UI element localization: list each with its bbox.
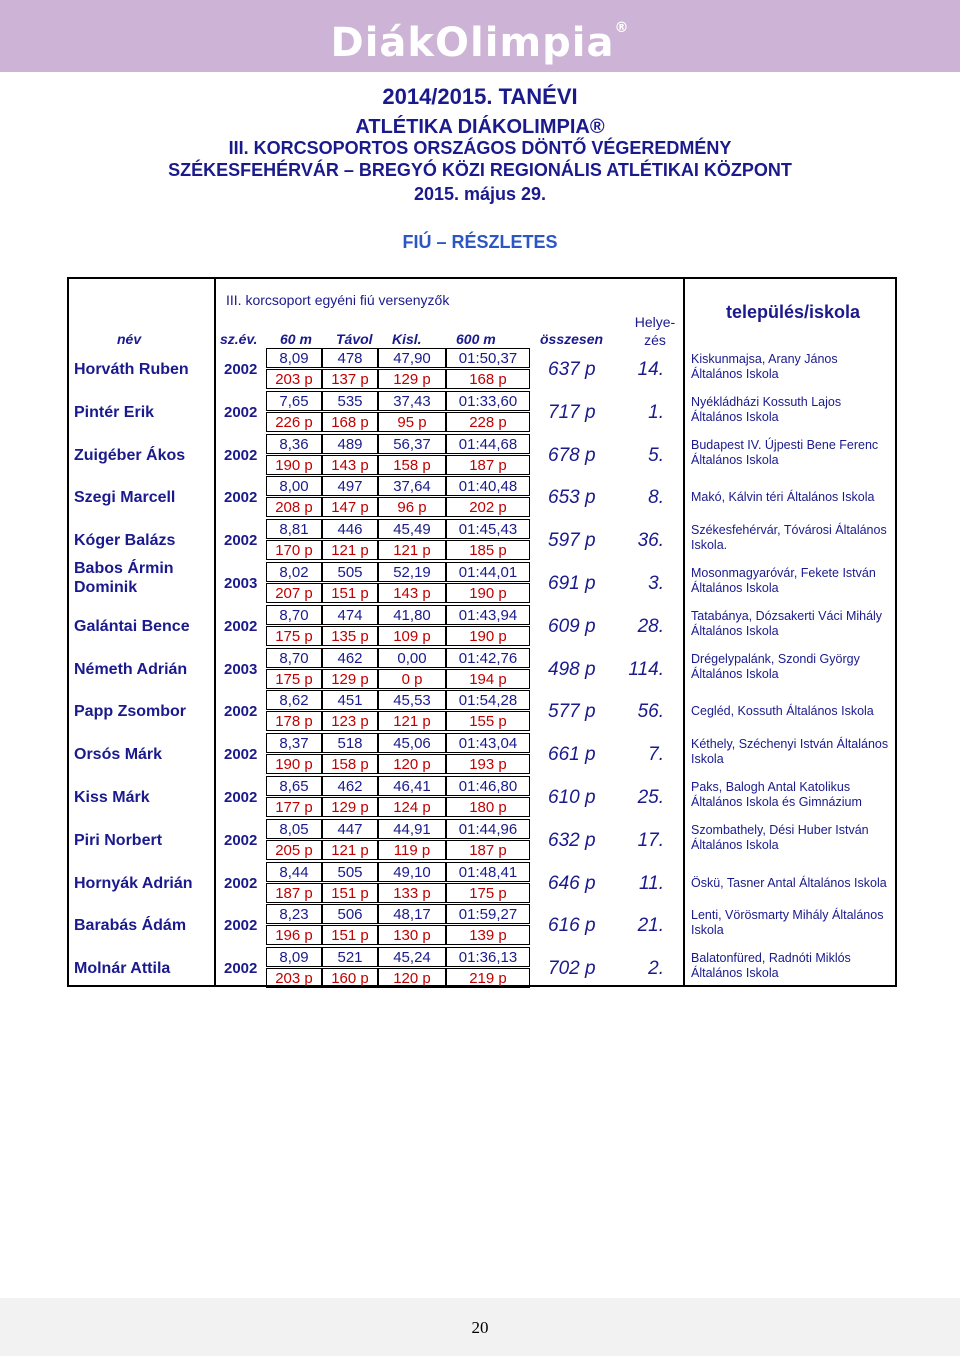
athlete-name: Pintér Erik — [74, 403, 155, 421]
result-cell: 41,80 — [378, 605, 446, 625]
athlete-name: Kiss Márk — [74, 789, 150, 806]
result-cell: 52,19 — [378, 562, 446, 582]
placement: 56. — [637, 701, 664, 723]
result-cell: 462 — [322, 776, 378, 796]
athlete-name: Babos Ármin Dominik — [74, 560, 174, 596]
table-row — [0, 435, 960, 478]
points-cell: 121 p — [378, 540, 446, 560]
col-header-kisl: Kisl. — [392, 331, 422, 347]
col-header-place: Helye- zés — [634, 314, 676, 348]
placement: 8. — [648, 487, 664, 509]
points-cell: 190 p — [446, 626, 530, 646]
result-cell: 37,64 — [378, 476, 446, 496]
result-cell: 01:48,41 — [446, 862, 530, 882]
birth-year: 2002 — [224, 874, 258, 892]
table-row — [0, 649, 960, 692]
total-points: 702 p — [548, 958, 596, 980]
total-points: 597 p — [548, 530, 596, 552]
points-cell: 203 p — [266, 369, 322, 389]
school-name: Székesfehérvár, Tóvárosi Általános Iskola. — [691, 523, 887, 553]
result-cell: 01:42,76 — [446, 648, 530, 668]
result-cell: 01:33,60 — [446, 391, 530, 411]
points-cell: 178 p — [266, 711, 322, 731]
athlete-name: Galántai Bence — [74, 617, 190, 635]
result-cell: 446 — [322, 519, 378, 539]
points-cell: 158 p — [378, 455, 446, 475]
table-row — [0, 606, 960, 649]
points-cell: 151 p — [322, 583, 378, 603]
total-points: 616 p — [548, 915, 596, 937]
points-cell: 135 p — [322, 626, 378, 646]
points-cell: 137 p — [322, 369, 378, 389]
placement: 5. — [648, 444, 664, 466]
points-cell: 228 p — [446, 412, 530, 432]
school-name: Szombathely, Dési Huber István Általános Iskola — [691, 822, 869, 852]
school-name: Cegléd, Kossuth Általános Iskola — [691, 704, 874, 719]
athlete-name: Molnár Attila — [74, 960, 171, 978]
result-cell: 01:54,28 — [446, 690, 530, 710]
athlete-name: Németh Adrián — [74, 660, 188, 678]
result-cell: 506 — [322, 904, 378, 924]
points-cell: 190 p — [266, 754, 322, 774]
school-name: Kéthely, Széchenyi István Általános Iskola — [691, 737, 889, 767]
school-name: Makó, Kálvin téri Általános Iskola — [691, 490, 875, 505]
result-cell: 56,37 — [378, 434, 446, 454]
points-cell: 121 p — [378, 711, 446, 731]
points-cell: 175 p — [446, 883, 530, 903]
school-name: Lenti, Vörösmarty Mihály Általános Iskola — [691, 908, 884, 938]
title-event: ATLÉTIKA DIÁKOLIMPIA® — [355, 116, 605, 138]
points-cell: 0 p — [378, 669, 446, 689]
birth-year: 2002 — [224, 361, 258, 378]
result-cell: 535 — [322, 391, 378, 411]
result-cell: 44,91 — [378, 819, 446, 839]
table-row — [0, 691, 960, 734]
result-cell: 47,90 — [378, 348, 446, 368]
points-cell: 96 p — [378, 497, 446, 517]
points-cell: 196 p — [266, 925, 322, 945]
result-cell: 8,36 — [266, 434, 322, 454]
athlete-name: Piri Norbert — [74, 831, 163, 849]
total-points: 653 p — [548, 487, 596, 509]
result-cell: 489 — [322, 434, 378, 454]
points-cell: 190 p — [266, 455, 322, 475]
col-header-total: összesen — [540, 331, 604, 347]
result-cell: 37,43 — [378, 391, 446, 411]
result-cell: 8,70 — [266, 648, 322, 668]
birth-year: 2003 — [224, 575, 258, 592]
points-cell: 193 p — [446, 754, 530, 774]
total-points: 609 p — [548, 615, 596, 637]
birth-year: 2002 — [224, 489, 258, 507]
points-cell: 129 p — [378, 369, 446, 389]
table-row — [0, 520, 960, 563]
total-points: 577 p — [548, 701, 596, 723]
result-cell: 01:50,37 — [446, 348, 530, 368]
total-points: 637 p — [548, 359, 596, 380]
placement: 3. — [648, 573, 664, 594]
result-cell: 505 — [322, 562, 378, 582]
total-points: 610 p — [548, 787, 596, 808]
table-row — [0, 905, 960, 948]
placement: 21. — [637, 915, 664, 937]
table-subtitle: III. korcsoport egyéni fiú versenyzők — [226, 292, 450, 308]
result-cell: 8,37 — [266, 733, 322, 753]
placement: 1. — [648, 401, 664, 423]
result-cell: 0,00 — [378, 648, 446, 668]
points-cell: 143 p — [378, 583, 446, 603]
school-name: Budapest IV. Újpesti Bene Ferenc Általános Iskola — [691, 437, 879, 467]
points-cell: 160 p — [322, 968, 378, 988]
result-cell: 8,65 — [266, 776, 322, 796]
points-cell: 120 p — [378, 754, 446, 774]
placement: 25. — [637, 787, 664, 808]
table-row — [0, 777, 960, 820]
school-name: Tatabánya, Dózsakerti Váci Mihály Általános Iskola — [691, 608, 883, 638]
points-cell: 202 p — [446, 497, 530, 517]
table-row — [0, 477, 960, 520]
athlete-name: Szegi Marcell — [74, 489, 176, 507]
result-cell: 8,44 — [266, 862, 322, 882]
col-header-tavol: Távol — [336, 331, 373, 347]
diakolimpia-logo: DiákOlimpia® — [330, 20, 630, 66]
points-cell: 226 p — [266, 412, 322, 432]
points-cell: 109 p — [378, 626, 446, 646]
result-cell: 447 — [322, 819, 378, 839]
table-row — [0, 560, 960, 606]
result-cell: 01:43,94 — [446, 605, 530, 625]
result-cell: 49,10 — [378, 862, 446, 882]
points-cell: 168 p — [446, 369, 530, 389]
birth-year: 2002 — [224, 960, 258, 978]
points-cell: 203 p — [266, 968, 322, 988]
result-cell: 01:36,13 — [446, 947, 530, 967]
athlete-name: Kóger Balázs — [74, 532, 176, 550]
result-cell: 8,09 — [266, 947, 322, 967]
athlete-name: Horváth Ruben — [74, 361, 189, 378]
points-cell: 180 p — [446, 797, 530, 817]
birth-year: 2002 — [224, 532, 258, 550]
result-cell: 518 — [322, 733, 378, 753]
result-cell: 01:44,01 — [446, 562, 530, 582]
table-row — [0, 948, 960, 991]
points-cell: 133 p — [378, 883, 446, 903]
col-header-name: név — [117, 331, 142, 347]
result-cell: 8,81 — [266, 519, 322, 539]
table-row — [0, 820, 960, 863]
school-name: Kiskunmajsa, Arany János Általános Iskola — [691, 352, 838, 381]
result-cell: 45,53 — [378, 690, 446, 710]
title-date: 2015. május 29. — [413, 184, 547, 204]
birth-year: 2002 — [224, 703, 258, 721]
points-cell: 158 p — [322, 754, 378, 774]
points-cell: 120 p — [378, 968, 446, 988]
placement: 2. — [648, 958, 664, 980]
result-cell: 45,24 — [378, 947, 446, 967]
total-points: 661 p — [548, 744, 596, 766]
points-cell: 187 p — [266, 883, 322, 903]
points-cell: 175 p — [266, 669, 322, 689]
placement: 114. — [628, 658, 664, 680]
table-row — [0, 392, 960, 435]
table-row — [0, 863, 960, 906]
athlete-name: Papp Zsombor — [74, 703, 187, 721]
result-cell: 474 — [322, 605, 378, 625]
result-cell: 451 — [322, 690, 378, 710]
result-cell: 8,70 — [266, 605, 322, 625]
title-venue: SZÉKESFEHÉRVÁR – BREGYÓ KÖZI REGIONÁLIS ATLÉTIKAI KÖZPONT — [168, 160, 792, 180]
col-header-600m: 600 m — [456, 331, 496, 347]
placement: 36. — [637, 530, 664, 552]
result-cell: 8,09 — [266, 348, 322, 368]
result-cell: 521 — [322, 947, 378, 967]
points-cell: 143 p — [322, 455, 378, 475]
result-cell: 01:59,27 — [446, 904, 530, 924]
result-cell: 01:44,68 — [446, 434, 530, 454]
page-number: 20 — [471, 1318, 489, 1337]
points-cell: 194 p — [446, 669, 530, 689]
points-cell: 177 p — [266, 797, 322, 817]
result-cell: 8,62 — [266, 690, 322, 710]
points-cell: 219 p — [446, 968, 530, 988]
points-cell: 168 p — [322, 412, 378, 432]
school-name: Drégelypalánk, Szondi György Általános Iskola — [691, 651, 860, 681]
athlete-name: Zuigéber Ákos — [74, 446, 186, 464]
total-points: 691 p — [548, 573, 596, 594]
points-cell: 124 p — [378, 797, 446, 817]
birth-year: 2003 — [224, 660, 258, 678]
points-cell: 187 p — [446, 455, 530, 475]
points-cell: 129 p — [322, 797, 378, 817]
total-points: 678 p — [548, 444, 596, 466]
points-cell: 205 p — [266, 840, 322, 860]
athlete-name: Hornyák Adrián — [74, 874, 193, 892]
placement: 17. — [637, 829, 664, 851]
points-cell: 185 p — [446, 540, 530, 560]
points-cell: 121 p — [322, 840, 378, 860]
result-cell: 01:40,48 — [446, 476, 530, 496]
table-row — [0, 349, 960, 392]
col-header-school: település/iskola — [725, 302, 861, 322]
points-cell: 151 p — [322, 883, 378, 903]
result-cell: 8,23 — [266, 904, 322, 924]
result-cell: 46,41 — [378, 776, 446, 796]
result-cell: 8,00 — [266, 476, 322, 496]
total-points: 717 p — [548, 401, 596, 423]
points-cell: 208 p — [266, 497, 322, 517]
points-cell: 123 p — [322, 711, 378, 731]
placement: 14. — [637, 359, 664, 380]
result-cell: 01:43,04 — [446, 733, 530, 753]
school-name: Öskü, Tasner Antal Általános Iskola — [691, 875, 887, 890]
title-school-year: 2014/2015. TANÉVI — [382, 84, 578, 109]
placement: 7. — [648, 744, 664, 766]
points-cell: 147 p — [322, 497, 378, 517]
result-cell: 45,06 — [378, 733, 446, 753]
birth-year: 2002 — [224, 446, 258, 464]
birth-year: 2002 — [224, 403, 258, 421]
result-cell: 01:44,96 — [446, 819, 530, 839]
result-cell: 45,49 — [378, 519, 446, 539]
school-name: Paks, Balogh Antal Katolikus Általános Iskola és Gimnázium — [691, 780, 862, 809]
result-cell: 7,65 — [266, 391, 322, 411]
athlete-name: Orsós Márk — [74, 746, 163, 764]
school-name: Mosonmagyaróvár, Fekete István Általános Iskola — [691, 566, 876, 595]
points-cell: 95 p — [378, 412, 446, 432]
placement: 28. — [637, 615, 664, 637]
result-cell: 505 — [322, 862, 378, 882]
result-cell: 48,17 — [378, 904, 446, 924]
total-points: 646 p — [548, 872, 596, 894]
result-cell: 8,05 — [266, 819, 322, 839]
col-header-60m: 60 m — [280, 331, 312, 347]
school-name: Nyékládházi Kossuth Lajos Általános Iskola — [691, 394, 842, 424]
points-cell: 190 p — [446, 583, 530, 603]
points-cell: 170 p — [266, 540, 322, 560]
points-cell: 207 p — [266, 583, 322, 603]
placement: 11. — [638, 872, 664, 894]
total-points: 632 p — [548, 829, 596, 851]
points-cell: 187 p — [446, 840, 530, 860]
section-title: FIÚ – RÉSZLETES — [402, 232, 558, 252]
birth-year: 2002 — [224, 917, 258, 935]
birth-year: 2002 — [224, 789, 258, 806]
birth-year: 2002 — [224, 617, 258, 635]
points-cell: 130 p — [378, 925, 446, 945]
athlete-name: Barabás Ádám — [74, 917, 187, 935]
birth-year: 2002 — [224, 746, 258, 764]
school-name: Balatonfüred, Radnóti Miklós Általános Iskola — [691, 951, 851, 981]
points-cell: 139 p — [446, 925, 530, 945]
points-cell: 175 p — [266, 626, 322, 646]
birth-year: 2002 — [224, 831, 258, 849]
points-cell: 155 p — [446, 711, 530, 731]
points-cell: 151 p — [322, 925, 378, 945]
col-header-year: sz.év. — [220, 331, 258, 347]
result-cell: 8,02 — [266, 562, 322, 582]
result-cell: 497 — [322, 476, 378, 496]
result-cell: 462 — [322, 648, 378, 668]
table-row — [0, 734, 960, 777]
points-cell: 129 p — [322, 669, 378, 689]
title-competition: III. KORCSOPORTOS ORSZÁGOS DÖNTŐ VÉGEREDMÉNY — [228, 138, 732, 158]
points-cell: 121 p — [322, 540, 378, 560]
result-cell: 01:46,80 — [446, 776, 530, 796]
points-cell: 119 p — [378, 840, 446, 860]
total-points: 498 p — [548, 658, 596, 680]
result-cell: 478 — [322, 348, 378, 368]
result-cell: 01:45,43 — [446, 519, 530, 539]
